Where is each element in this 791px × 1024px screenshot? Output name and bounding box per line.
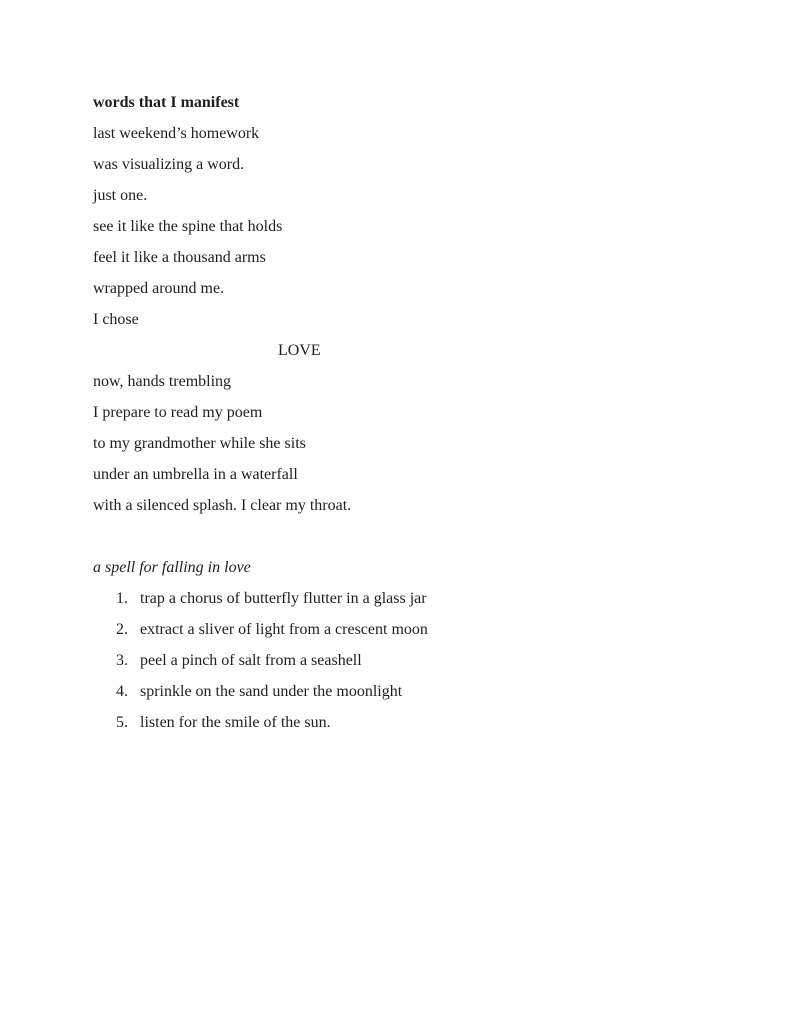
poem-line: I prepare to read my poem	[93, 404, 263, 421]
poem-title: words that I manifest	[93, 94, 240, 111]
step-number: 4.	[116, 683, 128, 700]
poem-line: last weekend’s homework	[93, 125, 260, 142]
step-text: sprinkle on the sand under the moonlight	[140, 683, 403, 700]
poem-line: see it like the spine that holds	[93, 218, 283, 235]
spell-step	[93, 583, 653, 614]
poem-line: with a silenced splash. I clear my throat.	[93, 497, 352, 514]
step-number: 5.	[116, 714, 128, 731]
poem-line: now, hands trembling	[93, 373, 232, 390]
step-number: 3.	[116, 652, 128, 669]
poem-line: under an umbrella in a waterfall	[93, 466, 298, 483]
spell-step	[93, 614, 653, 645]
poem-line: was visualizing a word.	[93, 156, 245, 173]
step-text: listen for the smile of the sun.	[140, 714, 331, 731]
step-number: 2.	[116, 621, 128, 638]
spell-step	[93, 645, 653, 676]
poem-line: to my grandmother while she sits	[93, 435, 306, 452]
step-number: 1.	[116, 590, 128, 607]
step-text: extract a sliver of light from a crescent moon	[140, 621, 428, 638]
step-text: peel a pinch of salt from a seashell	[140, 652, 362, 669]
poem-line: feel it like a thousand arms	[93, 249, 266, 266]
spell-title: a spell for falling in love	[93, 559, 251, 576]
spell-step	[93, 676, 653, 707]
spell-section	[93, 552, 653, 738]
chosen-word: LOVE	[278, 342, 321, 359]
step-text: trap a chorus of butterfly flutter in a glass jar	[140, 590, 427, 607]
poem-line: wrapped around me.	[93, 280, 225, 297]
poem-line: just one.	[93, 187, 148, 204]
poem-line: I chose	[93, 311, 139, 328]
spell-step	[93, 707, 653, 738]
poem-content	[93, 87, 653, 738]
